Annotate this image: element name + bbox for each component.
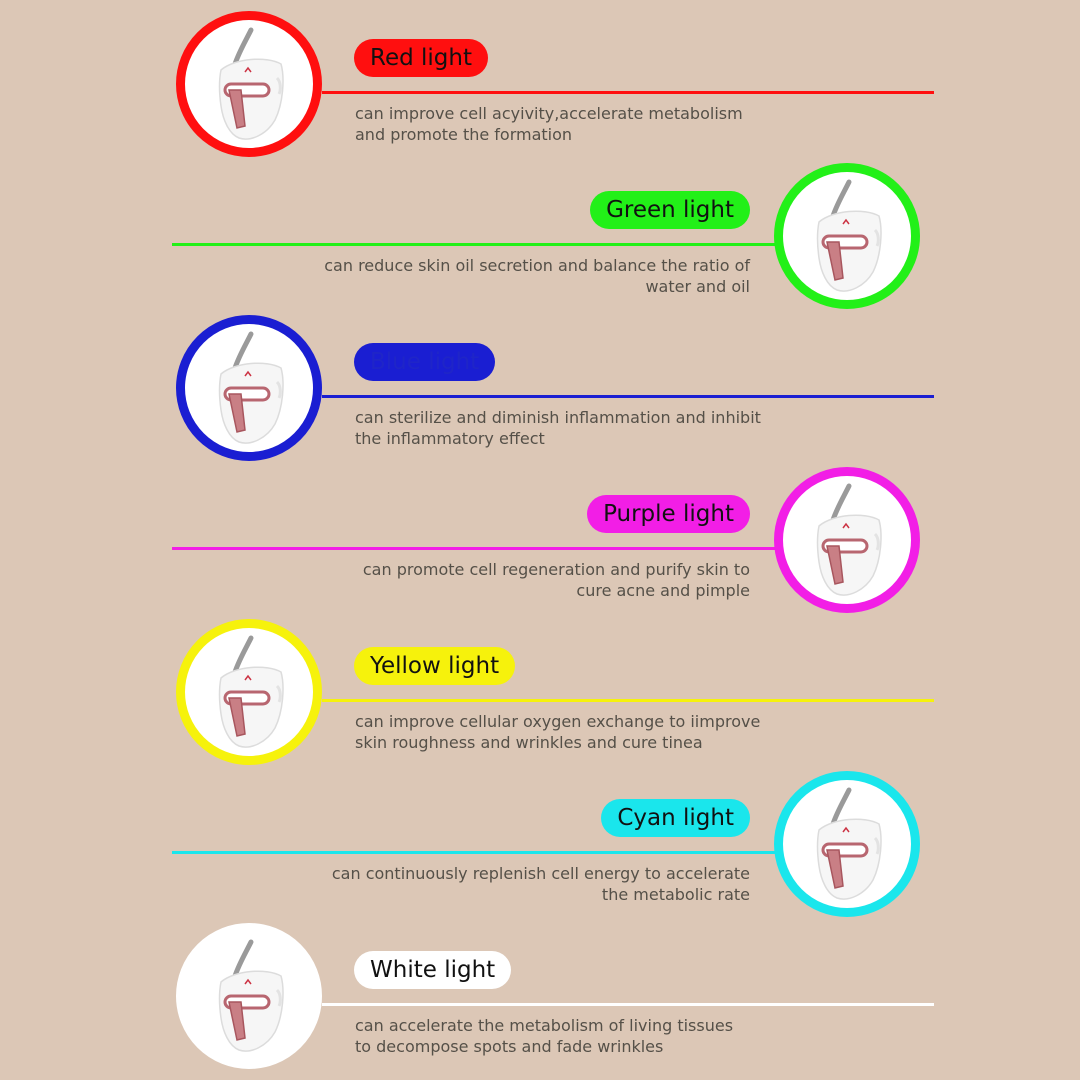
light-label-badge: Yellow light [354, 647, 515, 685]
divider-line [322, 395, 934, 398]
light-row-green [0, 160, 1080, 312]
led-mask-icon [783, 476, 911, 604]
description-line-2: skin roughness and wrinkles and cure tinea [355, 733, 703, 752]
light-description [320, 255, 750, 297]
light-description [320, 559, 750, 601]
mask-image-circle [774, 467, 920, 613]
mask-image-circle [176, 11, 322, 157]
description-line-2: to decompose spots and fade wrinkles [355, 1037, 664, 1056]
mask-image-circle [176, 619, 322, 765]
divider-line [172, 547, 776, 550]
mask-image-circle [774, 771, 920, 917]
led-mask-icon [783, 172, 911, 300]
description-line-2: cure acne and pimple [576, 581, 750, 600]
light-label-badge: White light [354, 951, 511, 989]
light-label-badge: Red light [354, 39, 488, 77]
description-line-1: can continuously replenish cell energy to accelerate [331, 864, 750, 883]
light-row-red [0, 8, 1080, 160]
light-row-purple [0, 464, 1080, 616]
description-line-1: can promote cell regeneration and purify skin to [362, 560, 750, 579]
light-description [355, 103, 785, 145]
description-line-2: the inflammatory effect [355, 429, 545, 448]
led-mask-icon [185, 628, 313, 756]
description-line-2: and promote the formation [355, 125, 573, 144]
divider-line [172, 851, 776, 854]
divider-line [322, 699, 934, 702]
divider-line [322, 91, 934, 94]
mask-image-circle [774, 163, 920, 309]
description-line-1: can reduce skin oil secretion and balance the ratio of [324, 256, 750, 275]
description-line-2: the metabolic rate [601, 885, 750, 904]
led-mask-icon [783, 780, 911, 908]
light-row-cyan [0, 768, 1080, 920]
description-line-1: can accelerate the metabolism of living tissues [355, 1016, 734, 1035]
light-row-white [0, 920, 1080, 1072]
light-description [355, 1015, 785, 1057]
divider-line [322, 1003, 934, 1006]
led-mask-icon [185, 932, 313, 1060]
led-mask-icon [185, 324, 313, 452]
description-line-1: can improve cellular oxygen exchange to iimprove [355, 712, 761, 731]
light-label-badge: Purple light [587, 495, 750, 533]
mask-image-circle [176, 923, 322, 1069]
light-row-yellow [0, 616, 1080, 768]
light-description [320, 863, 750, 905]
light-label-badge: Cyan light [601, 799, 750, 837]
light-label-badge: Blue light [354, 343, 495, 381]
description-line-1: can sterilize and diminish inflammation and inhibit [355, 408, 761, 427]
light-label-badge: Green light [590, 191, 750, 229]
light-description [355, 711, 785, 753]
description-line-1: can improve cell acyivity,accelerate metabolism [355, 104, 743, 123]
light-description [355, 407, 785, 449]
light-row-blue [0, 312, 1080, 464]
led-mask-icon [185, 20, 313, 148]
description-line-2: water and oil [645, 277, 750, 296]
mask-image-circle [176, 315, 322, 461]
divider-line [172, 243, 776, 246]
